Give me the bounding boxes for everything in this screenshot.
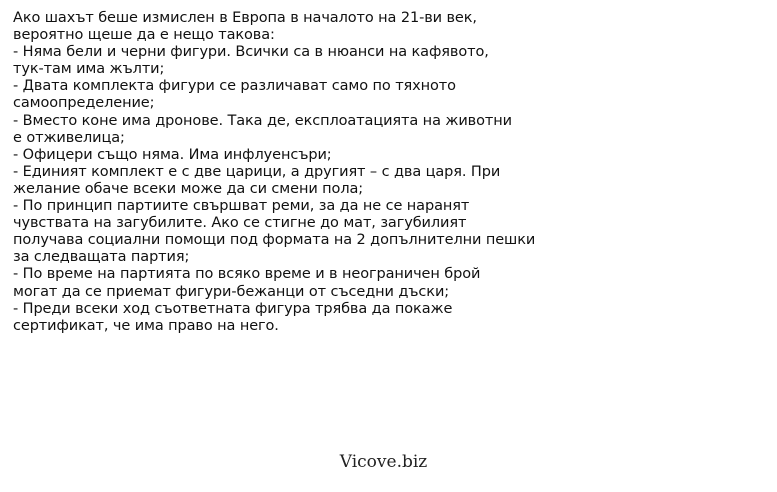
text-line: - Няма бели и черни фигури. Всички са в нюанси на кафявото, [13,44,489,61]
text-line: е отживелица; [13,129,125,146]
text-line: - Двата комплекта фигури се различават само по тяхното [13,78,456,95]
text-line: тук-там има жълти; [13,61,165,78]
text-line: Ако шахът беше измислен в Европа в началото на 21-ви век, [13,10,477,26]
text-line: - Вместо коне има дронове. Така де, експлоатацията на животни [13,112,512,129]
site-watermark: Vicove.biz [339,452,428,472]
text-line: - Преди всеки ход съответната фигура трябва да покаже [13,300,453,317]
text-line: вероятно щеше да е нещо такова: [13,27,275,44]
text-line: - Единият комплект е с две царици, а другият – с два царя. При [13,163,501,180]
joke-text [13,10,763,335]
text-line: самоопределение; [13,95,155,112]
text-line: получава социални помощи под формата на 2 допълнителни пешки [13,232,536,249]
text-line: - Офицери също няма. Има инфлуенсъри; [13,146,332,163]
text-line: желание обаче всеки може да си смени пола; [13,180,364,197]
text-line: могат да се приемат фигури-бежанци от съседни дъски; [13,283,450,300]
text-line: - По време на партията по всяко време и в неограничен брой [13,266,481,283]
text-line: сертификат, че има право на него. [13,317,279,334]
text-line: за следващата партия; [13,249,190,266]
text-line: - По принцип партиите свършват реми, за да не се наранят [13,198,470,215]
text-line: чувствата на загубилите. Ако се стигне до мат, загубилият [13,215,467,232]
